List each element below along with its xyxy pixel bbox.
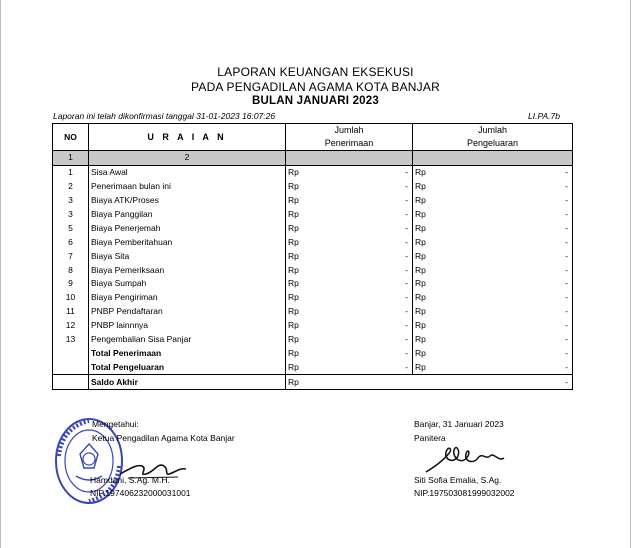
table-row	[53, 235, 573, 249]
row-number: 3	[53, 208, 89, 222]
column-number	[286, 151, 413, 166]
confirmation-note: Laporan ini telah dikonfirmasi tanggal 31-01-2023 16:07:26	[53, 111, 276, 121]
report-title: LAPORAN KEUANGAN EKSEKUSI	[217, 65, 414, 79]
col-no-header: NO	[53, 124, 89, 151]
report-code: LI.PA.7b	[528, 111, 560, 121]
place-date: Banjar, 31 Januari 2023	[414, 419, 504, 429]
column-number	[413, 151, 573, 166]
total-pengeluaran-row: Total Pengeluaran Rp - Rp -	[53, 360, 573, 374]
total-penerimaan-row: Total Penerimaan Rp - Rp -	[53, 346, 573, 360]
table-row	[53, 249, 573, 263]
row-label: Biaya Panggilan	[89, 208, 286, 222]
penerimaan-cell: Rp -	[286, 249, 413, 263]
col-penerimaan-header: Jumlah Penerimaan	[286, 124, 413, 151]
pengeluaran-cell: Rp -	[413, 333, 573, 347]
penerimaan-cell: Rp -	[286, 333, 413, 347]
row-label: Penerimaan bulan ini	[89, 180, 286, 194]
penerimaan-cell: Rp -	[286, 180, 413, 194]
row-number: 2	[53, 180, 89, 194]
table-row	[53, 221, 573, 235]
pengeluaran-cell: Rp -	[413, 263, 573, 277]
row-label: Sisa Awal	[89, 165, 286, 179]
penerimaan-cell: Rp -	[286, 208, 413, 222]
pengeluaran-cell: Rp -	[413, 319, 573, 333]
row-label: Pengembalian Sisa Panjar	[89, 333, 286, 347]
pengeluaran-cell: Rp -	[413, 165, 573, 179]
report-period: BULAN JANUARI 2023	[252, 95, 379, 107]
row-number: 5	[53, 221, 89, 235]
table-row	[53, 194, 573, 208]
clerk-title: Panitera	[414, 433, 446, 443]
pengeluaran-cell: Rp -	[413, 277, 573, 291]
table-row	[53, 263, 573, 277]
court-name: PADA PENGADILAN AGAMA KOTA BANJAR	[191, 80, 440, 94]
table-header	[53, 124, 573, 151]
row-number: 8	[53, 263, 89, 277]
table-row	[53, 180, 573, 194]
row-number: 13	[53, 333, 89, 347]
chief-signature-icon	[118, 452, 188, 482]
row-number: 12	[53, 319, 89, 333]
penerimaan-cell: Rp -	[286, 221, 413, 235]
pengeluaran-cell: Rp -	[413, 249, 573, 263]
penerimaan-cell: Rp -	[286, 235, 413, 249]
column-number: 1	[53, 151, 89, 166]
col-pengeluaran-header: Jumlah Pengeluaran	[413, 124, 573, 151]
chief-title: Ketua Pengadilan Agama Kota Banjar	[92, 433, 235, 443]
penerimaan-cell: Rp -	[286, 319, 413, 333]
table-row	[53, 319, 573, 333]
pengeluaran-cell: Rp -	[413, 221, 573, 235]
row-label: Biaya Sumpah	[89, 277, 286, 291]
penerimaan-cell: Rp -	[286, 277, 413, 291]
row-number: 10	[53, 291, 89, 305]
chief-nip: NIP.197406232000031001	[90, 488, 191, 498]
penerimaan-cell: Rp -	[286, 165, 413, 179]
row-label: Biaya Sita	[89, 249, 286, 263]
row-label: PNBP Pendaftaran	[89, 305, 286, 319]
clerk-signature-icon	[424, 442, 514, 476]
row-label: Biaya Pemberitahuan	[89, 235, 286, 249]
row-label: Biaya Penerjemah	[89, 221, 286, 235]
row-number: 9	[53, 277, 89, 291]
row-number: 7	[53, 249, 89, 263]
table-row	[53, 277, 573, 291]
pengeluaran-cell: Rp -	[413, 291, 573, 305]
row-label: Biaya ATK/Proses	[89, 194, 286, 208]
row-label: Total Pengeluaran	[89, 360, 286, 374]
row-label: Biaya Pengiriman	[89, 291, 286, 305]
row-label: Saldo Akhir	[89, 375, 286, 390]
table-row	[53, 165, 573, 179]
col-uraian-header: U R A I A N	[89, 124, 286, 151]
row-label: PNBP lainnnya	[89, 319, 286, 333]
pengeluaran-cell: Rp -	[413, 235, 573, 249]
table-row	[53, 333, 573, 347]
clerk-nip: NIP.197503081999032002	[414, 488, 515, 498]
column-number-row	[53, 151, 573, 166]
penerimaan-cell: Rp -	[286, 305, 413, 319]
row-number: 3	[53, 194, 89, 208]
table-row	[53, 291, 573, 305]
penerimaan-cell: Rp -	[286, 194, 413, 208]
penerimaan-cell: Rp -	[286, 263, 413, 277]
row-label: Total Penerimaan	[89, 346, 286, 360]
row-number: 11	[53, 305, 89, 319]
row-number: 1	[53, 165, 89, 179]
row-number: 6	[53, 235, 89, 249]
table-row	[53, 305, 573, 319]
pengeluaran-cell: Rp -	[413, 180, 573, 194]
saldo-akhir-row: Saldo Akhir Rp -	[53, 375, 573, 390]
finance-table	[52, 123, 573, 390]
pengeluaran-cell: Rp -	[413, 194, 573, 208]
clerk-name: Siti Sofia Emalia, S.Ag.	[414, 475, 502, 485]
row-label: Biaya Pemeriksaan	[89, 263, 286, 277]
column-number: 2	[89, 151, 286, 166]
pengeluaran-cell: Rp -	[413, 208, 573, 222]
acknowledged-label: Mengetahui:	[92, 419, 139, 429]
pengeluaran-cell: Rp -	[413, 305, 573, 319]
chief-name: Hamdani, S.Ag. M.H.	[90, 475, 170, 485]
penerimaan-cell: Rp -	[286, 291, 413, 305]
table-row	[53, 208, 573, 222]
